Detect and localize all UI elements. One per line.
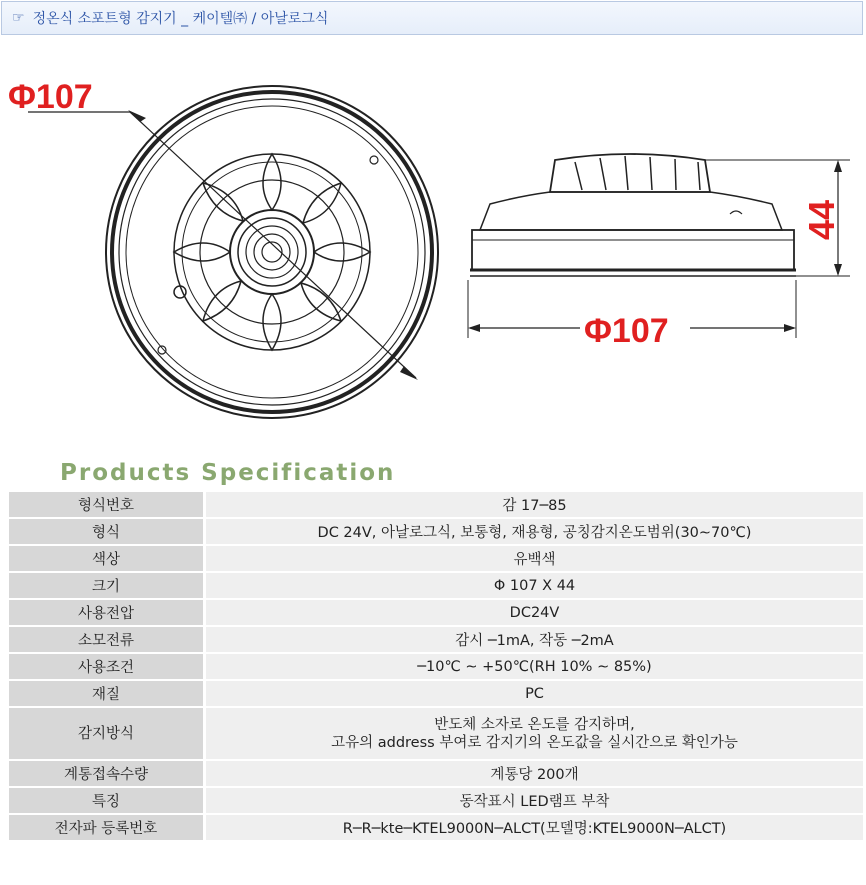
- table-row: [9, 599, 863, 626]
- top-view-drawing: [28, 86, 438, 418]
- spec-label: 감지방식: [9, 707, 205, 760]
- spec-value: 계통당 200개: [205, 760, 864, 787]
- table-row: [9, 572, 863, 599]
- spec-value: 감시 ─1mA, 작동 ─2mA: [205, 626, 864, 653]
- spec-title: Products Specification: [60, 460, 396, 486]
- table-row: [9, 545, 863, 572]
- table-row: [9, 760, 863, 787]
- spec-label: 전자파 등록번호: [9, 814, 205, 841]
- table-row: [9, 787, 863, 814]
- spec-value: PC: [205, 680, 864, 707]
- spec-label: 계통접속수량: [9, 760, 205, 787]
- spec-label: 크기: [9, 572, 205, 599]
- spec-value: [205, 707, 864, 760]
- table-row: [9, 707, 863, 760]
- top-diameter-label: Φ107: [8, 78, 93, 116]
- spec-value: R─R─kte─KTEL9000N─ALCT(모델명:KTEL9000N─ALCT): [205, 814, 864, 841]
- table-row: [9, 518, 863, 545]
- table-row: [9, 492, 863, 518]
- pointing-hand-icon: ☞: [12, 10, 25, 26]
- product-drawing: [0, 40, 866, 440]
- table-row: [9, 653, 863, 680]
- spec-value: 동작표시 LED램프 부착: [205, 787, 864, 814]
- page-title: 정온식 소포트형 감지기 _ 케이텔㈜ / 아날로그식: [32, 11, 329, 27]
- spec-value-line: 반도체 소자로 온도를 감지하며,: [434, 716, 635, 733]
- spec-value: Φ 107 X 44: [205, 572, 864, 599]
- side-diameter-label: Φ107: [584, 312, 669, 350]
- side-view-drawing: [468, 154, 850, 338]
- spec-label: 재질: [9, 680, 205, 707]
- height-label: 44: [801, 199, 842, 240]
- spec-value: 유백색: [205, 545, 864, 572]
- spec-value: DC24V: [205, 599, 864, 626]
- spec-value: DC 24V, 아날로그식, 보통형, 재용형, 공칭감지온도범위(30∼70℃): [205, 518, 864, 545]
- spec-value-line: 고유의 address 부여로 감지기의 온도값을 실시간으로 확인가능: [331, 734, 738, 751]
- title-bar: [1, 1, 863, 35]
- spec-label: 소모전류: [9, 626, 205, 653]
- spec-label: 사용전압: [9, 599, 205, 626]
- spec-label: 사용조건: [9, 653, 205, 680]
- table-row: [9, 626, 863, 653]
- spec-label: 색상: [9, 545, 205, 572]
- spec-label: 형식번호: [9, 492, 205, 518]
- spec-table: [9, 492, 863, 842]
- table-row: [9, 814, 863, 841]
- table-row: [9, 680, 863, 707]
- spec-value: 감 17─85: [205, 492, 864, 518]
- spec-label: 형식: [9, 518, 205, 545]
- spec-value: ─10℃ ∼ +50℃(RH 10% ∼ 85%): [205, 653, 864, 680]
- spec-label: 특징: [9, 787, 205, 814]
